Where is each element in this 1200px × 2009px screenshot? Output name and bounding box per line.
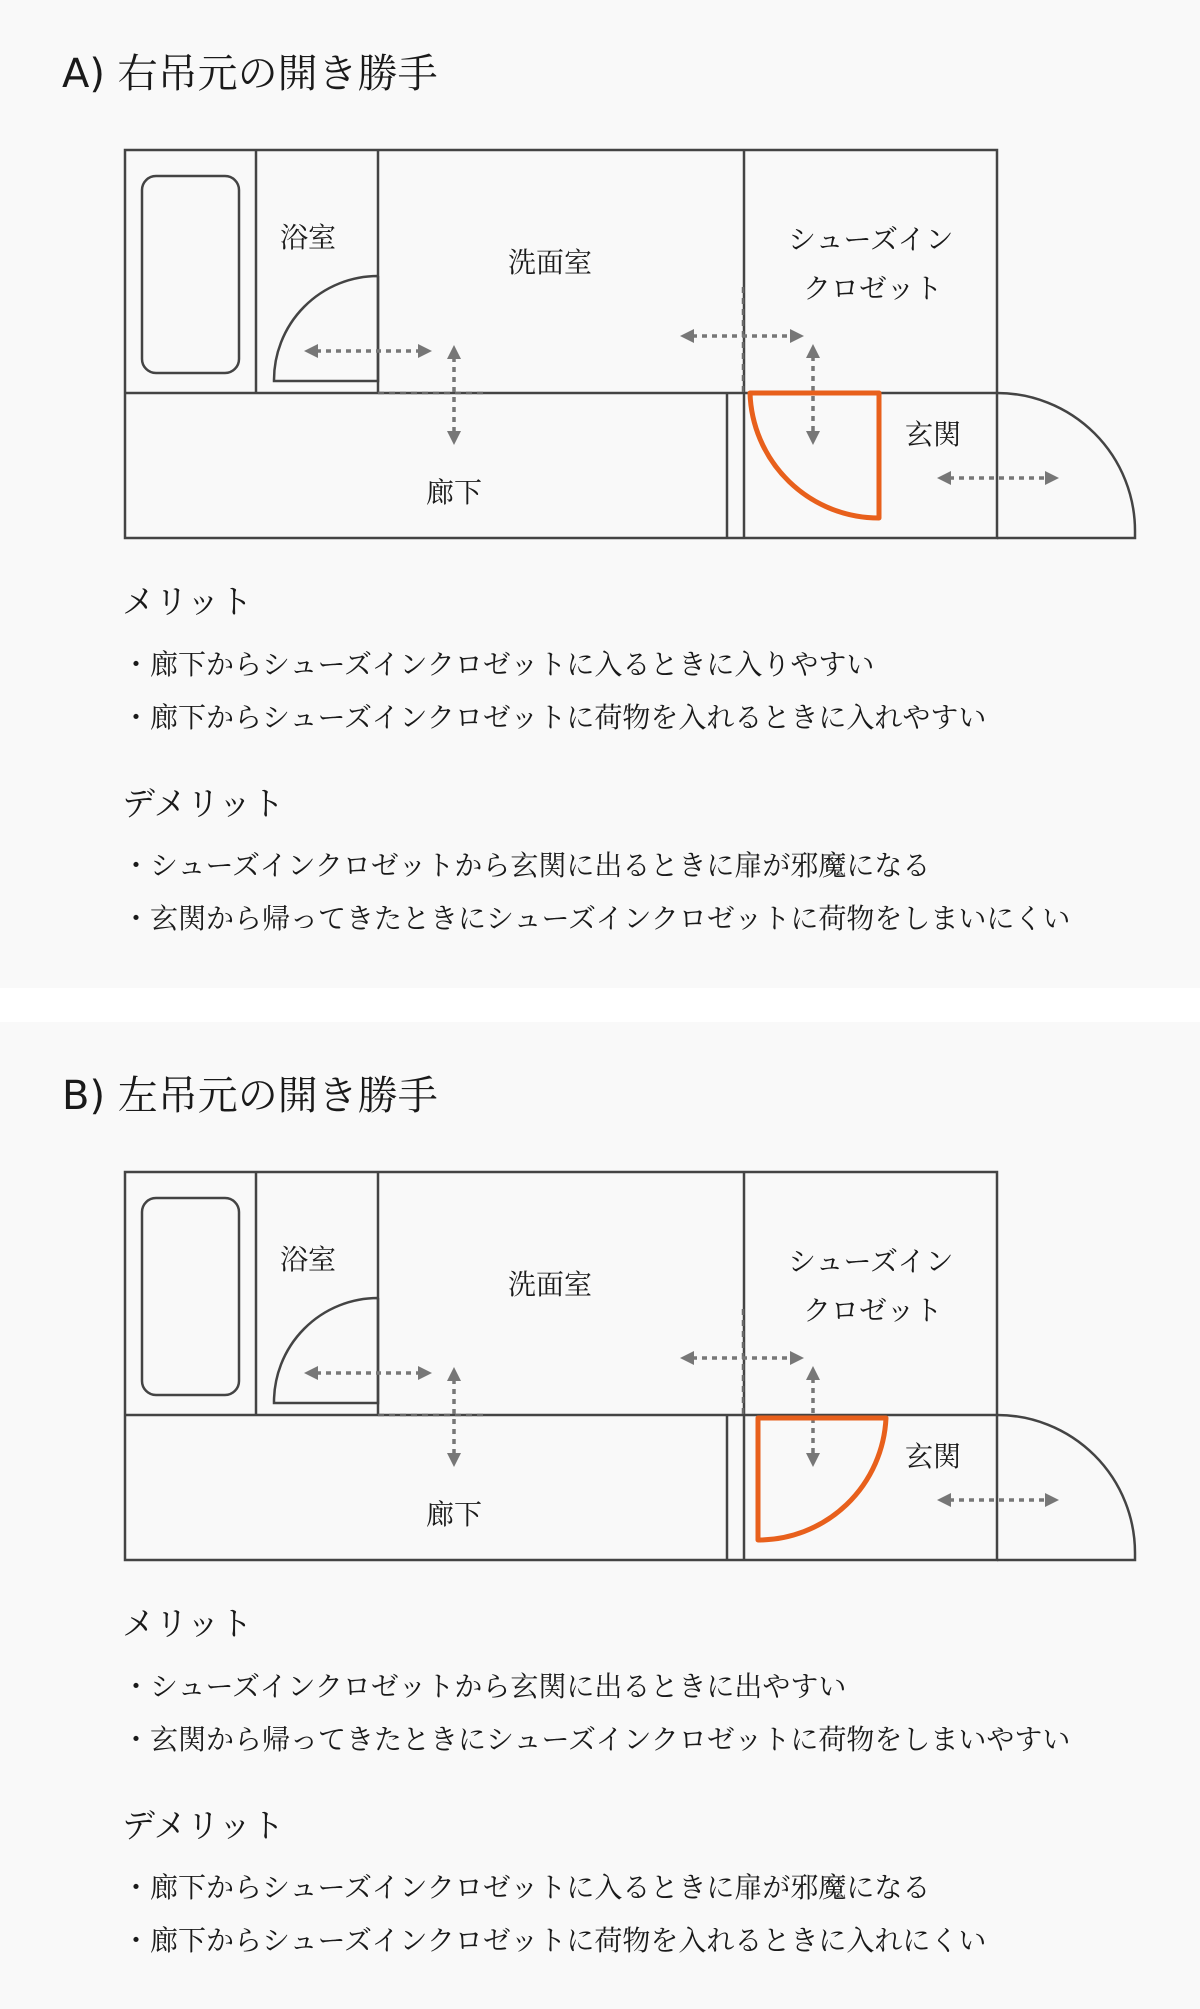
demerit-item: ・シューズインクロゼットから玄関に出るときに扉が邪魔になる — [122, 849, 931, 882]
merits-heading: メリット — [122, 582, 253, 621]
label-closet-line2: クロゼット — [803, 272, 943, 305]
merits-heading: メリット — [122, 1604, 253, 1643]
arrow-wash-hall — [447, 1367, 461, 1467]
merit-item: ・シューズインクロゼットから玄関に出るときに出やすい — [122, 1670, 847, 1703]
bathtub — [142, 1198, 239, 1395]
label-entrance: 玄関 — [905, 418, 962, 451]
label-closet-line1: シューズイン — [788, 1245, 954, 1278]
label-closet-line2: クロゼット — [803, 1294, 943, 1327]
label-bath: 浴室 — [280, 221, 337, 254]
closet-door-highlight — [750, 393, 879, 518]
label-washroom: 洗面室 — [508, 1268, 593, 1301]
entrance-door-swing — [997, 393, 1135, 538]
bath-door-swing — [274, 1298, 378, 1403]
demerits-heading: デメリット — [122, 784, 285, 823]
demerits-heading: デメリット — [122, 1806, 285, 1845]
label-hallway: 廊下 — [426, 1498, 483, 1531]
label-hallway: 廊下 — [426, 476, 483, 509]
bathtub — [142, 176, 239, 373]
merit-item: ・廊下からシューズインクロゼットに荷物を入れるときに入れやすい — [122, 701, 987, 734]
demerit-item: ・廊下からシューズインクロゼットに入るときに扉が邪魔になる — [122, 1871, 931, 1904]
arrow-wash-hall — [447, 345, 461, 445]
label-closet-line1: シューズイン — [788, 223, 954, 256]
label-bath: 浴室 — [280, 1243, 337, 1276]
label-washroom: 洗面室 — [508, 246, 593, 279]
panel-right-hinged — [0, 0, 1200, 988]
panel-left-hinged — [0, 1022, 1200, 2009]
panel-title: A) 右吊元の開き勝手 — [62, 51, 438, 97]
floor-plan — [0, 0, 1200, 560]
merit-item: ・廊下からシューズインクロゼットに入るときに入りやすい — [122, 648, 875, 681]
arrow-bath-wash — [304, 344, 432, 358]
arrow-bath-wash — [304, 1366, 432, 1380]
label-entrance: 玄関 — [905, 1440, 962, 1473]
demerit-item: ・廊下からシューズインクロゼットに荷物を入れるときに入れにくい — [122, 1924, 987, 1957]
closet-door-highlight — [758, 1418, 886, 1540]
entrance-door-swing — [997, 1415, 1135, 1560]
bath-door-swing — [274, 276, 378, 381]
plan-walls — [125, 150, 997, 538]
panel-title: B) 左吊元の開き勝手 — [62, 1073, 438, 1119]
floor-plan — [0, 1022, 1200, 1582]
demerit-item: ・玄関から帰ってきたときにシューズインクロゼットに荷物をしまいにくい — [122, 902, 1071, 935]
merit-item: ・玄関から帰ってきたときにシューズインクロゼットに荷物をしまいやすい — [122, 1723, 1071, 1756]
plan-walls — [125, 1172, 997, 1560]
